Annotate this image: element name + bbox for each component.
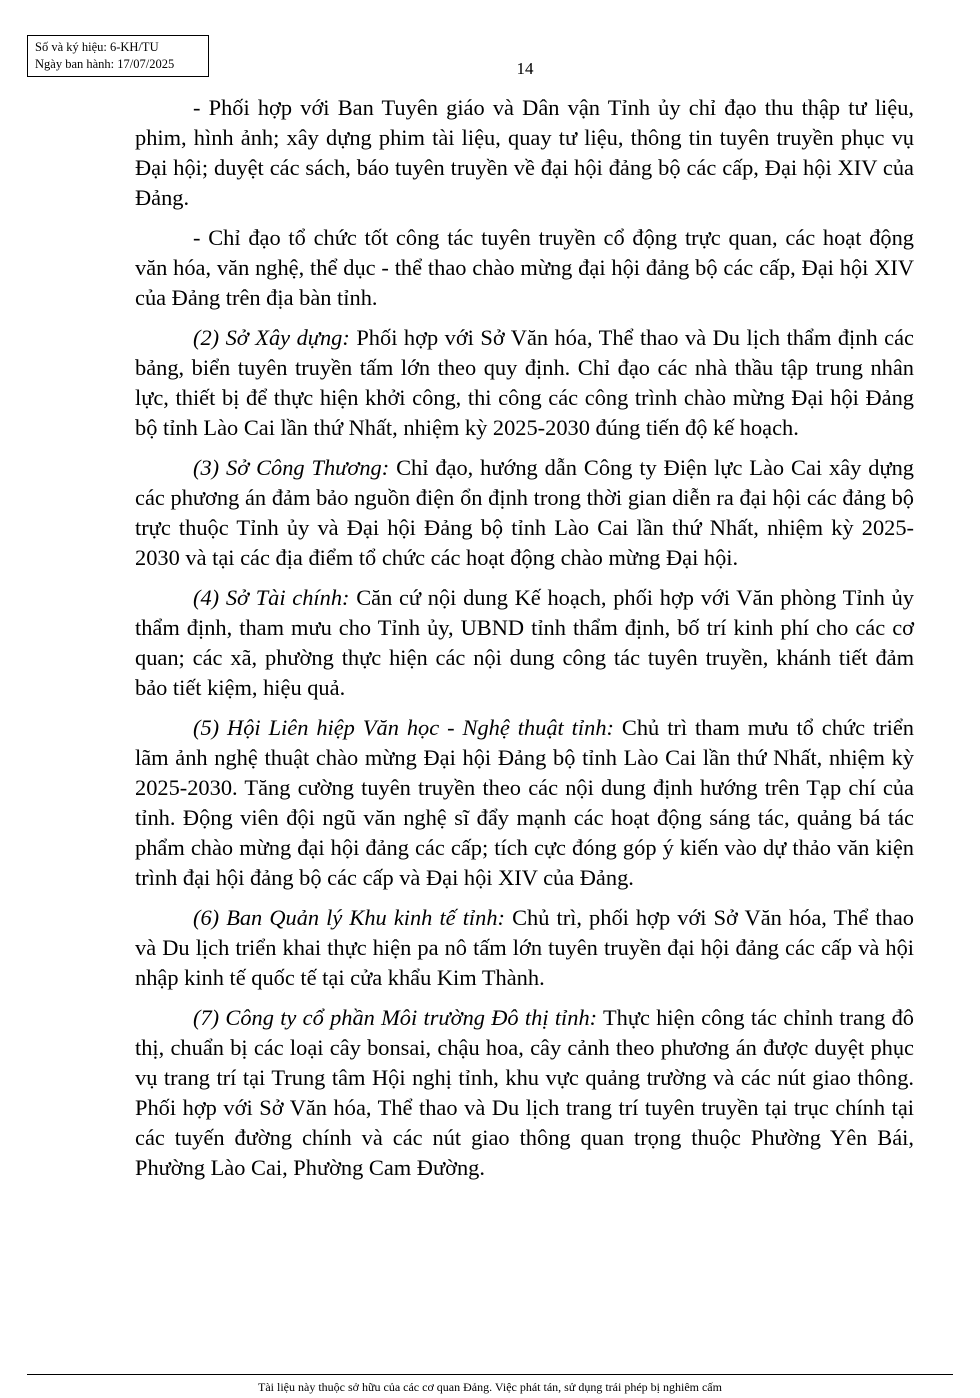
paragraph-lead: (6) Ban Quản lý Khu kinh tế tỉnh: xyxy=(193,905,505,930)
page-number: 14 xyxy=(516,59,534,78)
paragraph-lead: (5) Hội Liên hiệp Văn học - Nghệ thuật tỉnh: xyxy=(193,715,614,740)
paragraph-text: Phối hợp với Sở Văn hóa, Thể thao và Du lịch thẩm định các bảng, biển tuyên truyền tấm lớn theo quy định. Chỉ đạo các nhà thầu tập trung nhân lực, thiết bị để thực hiện khởi công, thi công các công trình chào mừng Đại hội Đảng bộ tỉnh Lào Cai lần thứ Nhất, nhiệm kỳ 2025-2030 đúng tiến độ kế hoạch. xyxy=(135,325,914,440)
paragraph xyxy=(135,93,914,213)
paragraph xyxy=(135,1003,914,1183)
paragraph-lead: (2) Sở Xây dựng: xyxy=(193,325,350,350)
issue-date: Ngày ban hành: 17/07/2025 xyxy=(35,57,175,71)
footer-notice: Tài liệu này thuộc sở hữu của các cơ quan Đảng. Việc phát tán, sử dụng trái phép bị nghiêm cấm xyxy=(258,1380,722,1394)
paragraph-text: Căn cứ nội dung Kế hoạch, phối hợp với Văn phòng Tỉnh ủy thẩm định, tham mưu cho Tỉnh ủy, UBND tỉnh thẩm định, bố trí kinh phí cho các cơ quan; các xã, phường thực hiện các nội dung công tác tuyên truyền, khánh tiết đảm bảo tiết kiệm, hiệu quả. xyxy=(135,585,914,700)
paragraph-lead: (7) Công ty cổ phần Môi trường Đô thị tỉnh: xyxy=(193,1005,598,1030)
paragraph-text: Thực hiện công tác chỉnh trang đô thị, chuẩn bị các loại cây bonsai, chậu hoa, cây cảnh theo phương án được duyệt phục vụ trang trí tại Trung tâm Hội nghị tỉnh, khu vực quảng trường và các nút giao thông. Phối hợp với Sở Văn hóa, Thể thao và Du lịch trang trí tuyên truyền tại trục chính tại các tuyến đường chính và các nút giao thông quan trọng thuộc Phường Yên Bái, Phường Lào Cai, Phường Cam Đường. xyxy=(135,1005,914,1180)
paragraph xyxy=(135,223,914,313)
paragraph xyxy=(135,453,914,573)
document-body xyxy=(135,93,914,1193)
paragraph xyxy=(135,323,914,443)
document-number: Số và ký hiệu: 6-KH/TU xyxy=(35,40,159,54)
paragraph-text: Chủ trì, phối hợp với Sở Văn hóa, Thể thao và Du lịch triển khai thực hiện pa nô tấm lớn tuyên truyền đại hội đảng các cấp và hội nhập kinh tế quốc tế tại cửa khẩu Kim Thành. xyxy=(135,905,914,990)
paragraph-text: - Chỉ đạo tổ chức tốt công tác tuyên truyền cổ động trực quan, các hoạt động văn hóa, văn nghệ, thể dục - thể thao chào mừng đại hội đảng bộ các cấp, Đại hội XIV của Đảng trên địa bàn tỉnh. xyxy=(135,225,914,310)
paragraph xyxy=(135,713,914,893)
paragraph-text: Chủ trì tham mưu tổ chức triển lãm ảnh nghệ thuật chào mừng Đại hội Đảng bộ tỉnh Lào Cai lần thứ Nhất, nhiệm kỳ 2025-2030. Tăng cường tuyên truyền theo các nội dung định hướng trên Tạp chí của tỉnh. Động viên đội ngũ văn nghệ sĩ đẩy mạnh các hoạt động sáng tác, quảng bá tác phẩm chào mừng đại hội đảng các cấp; tích cực đóng góp ý kiến vào dự thảo văn kiện trình đại hội đảng bộ các cấp và Đại hội XIV của Đảng. xyxy=(135,715,914,890)
footer-divider xyxy=(27,1374,953,1375)
paragraph-text: - Phối hợp với Ban Tuyên giáo và Dân vận Tỉnh ủy chỉ đạo thu thập tư liệu, phim, hình ảnh; xây dựng phim tài liệu, quay tư liệu, thông tin tuyên truyền phục vụ Đại hội; duyệt các sách, báo tuyên truyền về đại hội đảng bộ các cấp, Đại hội XIV của Đảng. xyxy=(135,95,914,210)
paragraph xyxy=(135,583,914,703)
paragraph-lead: (3) Sở Công Thương: xyxy=(193,455,390,480)
paragraph-text: Chỉ đạo, hướng dẫn Công ty Điện lực Lào Cai xây dựng các phương án đảm bảo nguồn điện ổn định trong thời gian diễn ra đại hội các đảng bộ trực thuộc Tỉnh ủy và Đại hội Đảng bộ tỉnh Lào Cai lần thứ Nhất, nhiệm kỳ 2025-2030 và tại các địa điểm tổ chức các hoạt động chào mừng Đại hội. xyxy=(135,455,914,570)
paragraph xyxy=(135,903,914,993)
paragraph-lead: (4) Sở Tài chính: xyxy=(193,585,350,610)
